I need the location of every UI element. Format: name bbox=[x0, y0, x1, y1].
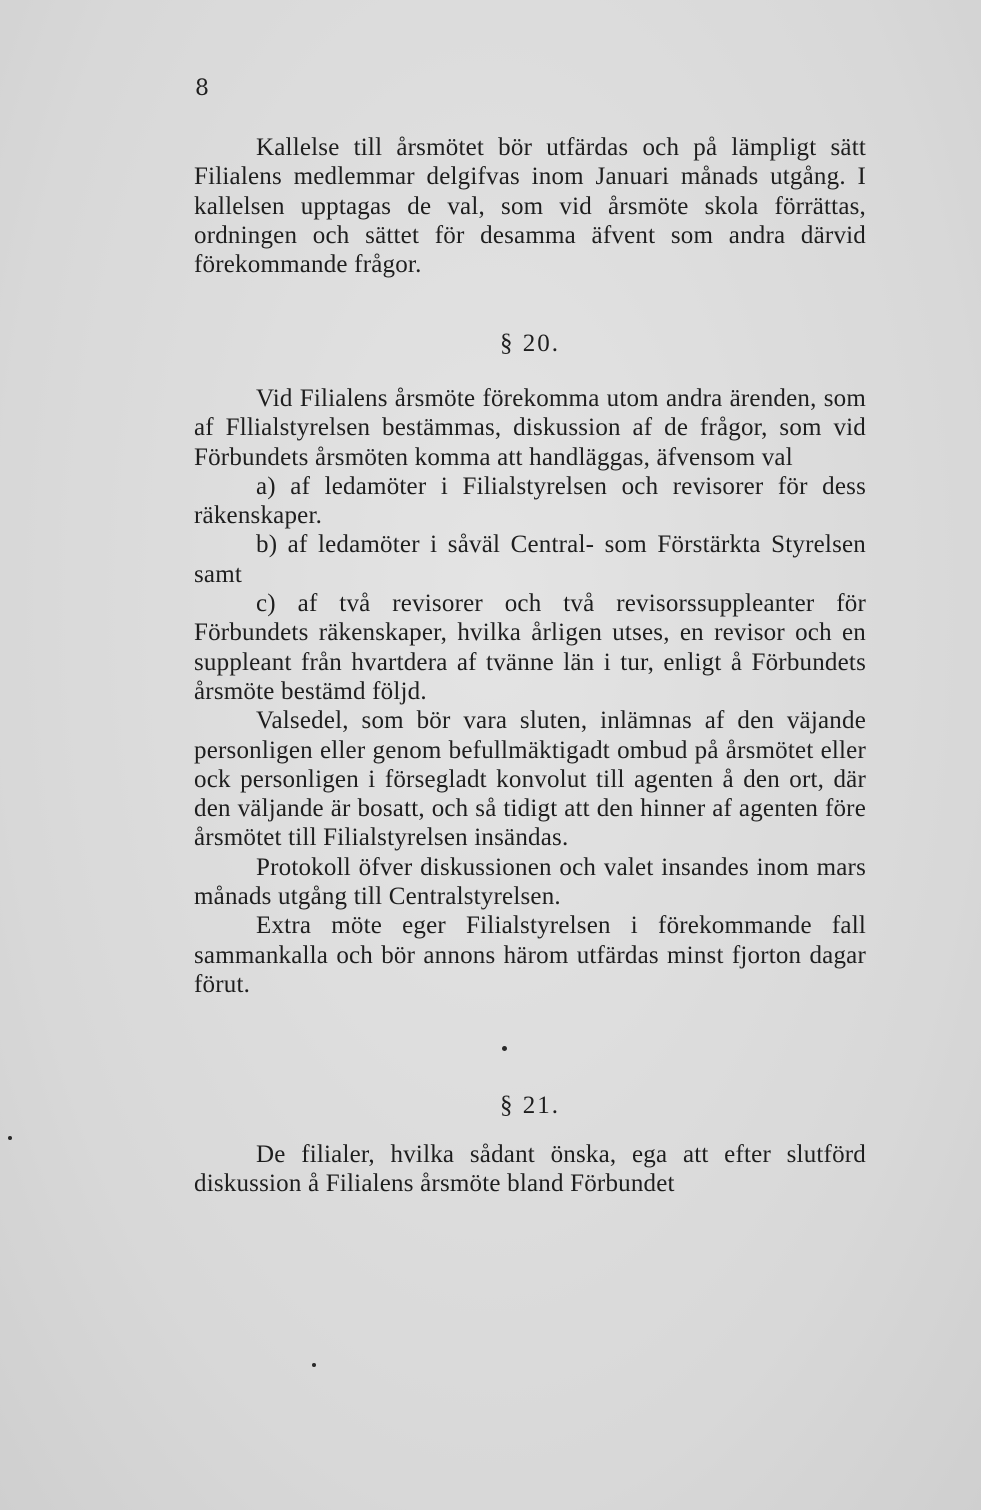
paragraph-kallelse: Kallelse till årsmötet bör utfärdas och på lämpligt sätt Filialens medlemmar delgifvas inom Januari månads utgång. I kallelsen upptagas de val, som vid årsmöte skola förrättas, ordningen och sättet för desamma äfvent som andra därvid förekommande frågor. bbox=[194, 134, 866, 279]
section-21-heading: § 21. bbox=[500, 1092, 560, 1119]
paragraph-valsedel: Valsedel, som bör vara sluten, inlämnas af den väjande personligen eller genom befullmäktigadt ombud på årsmötet eller ock personligen i försegladt konvolut till agenten å den ort, där den väljande är bosatt, och så tidigt att den hinner af agenten före årsmötet till Filialstyrelsen insändas. bbox=[194, 707, 866, 852]
paragraph-arsmote: Vid Filialens årsmöte förekomma utom andra ärenden, som af Fllialstyrelsen bestämmas, diskussion af de frågor, som vid Förbundets årsmöten komma att handläggas, äfvensom val bbox=[194, 385, 866, 471]
list-item-b: b) af ledamöter i såväl Central- som Förstärkta Styrelsen samt bbox=[194, 531, 866, 588]
paragraph-filialer: De filialer, hvilka sådant önska, ega att efter slutförd diskussion å Filialens årsmöte bland Förbundet bbox=[194, 1141, 866, 1198]
section-20-heading: § 20. bbox=[500, 330, 560, 357]
list-item-a: a) af ledamöter i Filialstyrelsen och revisorer för dess räkenskaper. bbox=[194, 472, 866, 530]
list-item-c: c) af två revisorer och två revisorssuppleanter för Förbundets räkenskaper, hvilka årligen utses, en revisor och en suppleant från hvartdera af tvänne län i tur, enligt å Förbundets årsmöte bestämd följd. bbox=[194, 590, 866, 705]
intro-text-block bbox=[194, 133, 866, 279]
ink-speck bbox=[312, 1363, 316, 1367]
ink-speck bbox=[8, 1136, 12, 1140]
page-number: 8 bbox=[195, 76, 209, 101]
section-20-body bbox=[194, 384, 866, 999]
ink-speck bbox=[502, 1046, 507, 1051]
section-21-body bbox=[194, 1140, 866, 1199]
paragraph-protokoll: Protokoll öfver diskussionen och valet insandes inom mars månads utgång till Centralstyrelsen. bbox=[194, 853, 866, 911]
paragraph-extra-mote: Extra möte eger Filialstyrelsen i förekommande fall sammankalla och bör annons härom utfärdas minst fjorton dagar förut. bbox=[194, 912, 866, 998]
